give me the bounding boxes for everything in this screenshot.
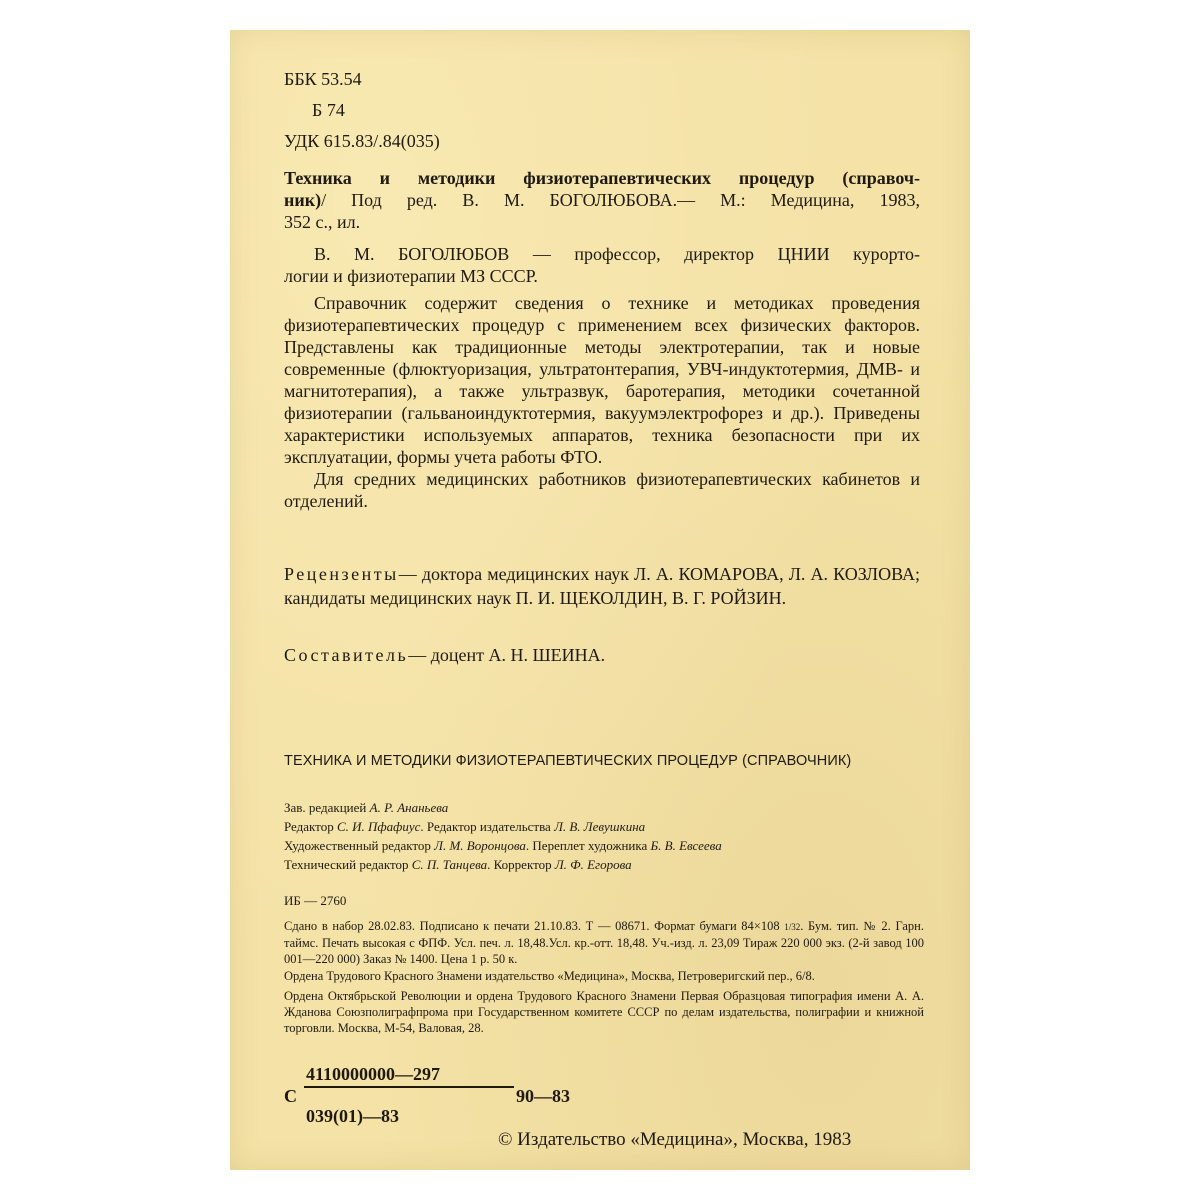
credit-role: Зав. редакцией: [284, 800, 367, 815]
catalog-prefix: С: [284, 1086, 297, 1106]
catalog-denominator: 039(01)—83: [306, 1106, 399, 1126]
udk-code: УДК 615.83/.84(035): [284, 131, 440, 151]
imprint-title: ТЕХНИКА И МЕТОДИКИ ФИЗИОТЕРАПЕВТИЧЕСКИХ ПРОЦЕДУР (СПРАВОЧНИК): [284, 753, 852, 769]
fraction-line: [304, 1086, 514, 1088]
credit-line: [284, 836, 904, 855]
abstract: [284, 292, 920, 512]
imprint-credits: [284, 798, 904, 874]
credit-role: . Корректор: [487, 857, 552, 872]
credit-line: [284, 817, 904, 836]
credit-name: С. И. Пфафиус: [336, 819, 421, 834]
credit-role: . Редактор издательства: [420, 819, 551, 834]
compiler-text: — доцент А. Н. ШЕИНА.: [408, 645, 606, 665]
editor-info-line: логии и физиотерапии МЗ СССР.: [284, 266, 538, 286]
bibliography-imprint: / Под ред. В. М. БОГОЛЮБОВА.— М.: Медицина, 1983,: [321, 190, 920, 210]
abstract-paragraph: Справочник содержит сведения о технике и методиках проведения физиотерапевтических процедур с применением всех физических факторов. Представлены как традиционные методы электротерапии, так и новые современные (флюктуоризация, ультратонтерапия, УВЧ-индуктотермия, ДМВ- и магнитотерапия), а также ультразвук, баротерапия, методики сочетанной физиотерапии (гальваноиндуктотермия, вакуумэлектрофорез и др.). Приведены характеристики используемых аппаратов, техника безопасности при их эксплуатации, формы учета работы ФТО.: [284, 293, 920, 467]
ib-number: ИБ — 2760: [284, 893, 347, 908]
credit-name: Л. М. Воронцова: [434, 838, 526, 853]
compiler-label: Составитель: [284, 645, 409, 665]
bibliographic-description: [284, 167, 920, 233]
print-details-b: . Бум. тип. № 2. Гарн. таймс. Печать высокая с ФПФ. Усл. печ. л. 18,48.Усл. кр.-отт. 18,48. Уч.-изд. л. 23,09 Тираж 220 000 экз. (2-й завод 100 001—220 000) Заказ № 1400. Цена 1 р. 50 к.: [284, 919, 924, 966]
compiler: [284, 644, 920, 666]
catalog-suffix: 90—83: [516, 1086, 570, 1106]
reviewers-label: Рецензенты: [284, 564, 399, 584]
catalog-code: [284, 1062, 604, 1126]
bibliography-line: [284, 189, 920, 211]
credit-name: Л. Ф. Егорова: [554, 857, 632, 872]
publisher-address: Ордена Трудового Красного Знамени издательство «Медицина», Москва, Петроверигский пер., 6/8.: [284, 969, 815, 983]
catalog-numerator: 4110000000—297: [306, 1064, 441, 1084]
bibliography-title: Техника и методики физиотерапевтических процедур (справоч-: [284, 168, 920, 188]
bibliography-pages: 352 с., ил.: [284, 212, 361, 232]
bbk-code: ББК 53.54: [284, 69, 362, 89]
editor-info: [284, 243, 920, 287]
bibliography-title-end: ник): [284, 190, 322, 210]
editor-info-line: В. М. БОГОЛЮБОВ — профессор, директор ЦНИИ курорто-: [314, 244, 920, 264]
credit-role: . Переплет художника: [525, 838, 648, 853]
printing-house: Ордена Октябрьской Революции и ордена Трудового Красного Знамени Первая Образцовая типография имени А. А. Жданова Союзполиграфпрома при Государственном комитете СССР по делам издательства, полиграфии и книжной торговли. Москва, М-54, Валовая, 28.: [284, 989, 924, 1035]
credit-line: [284, 855, 904, 874]
print-details: [284, 918, 924, 967]
credit-role: Редактор: [284, 819, 334, 834]
audience-paragraph: Для средних медицинских работников физиотерапевтических кабинетов и отделений.: [284, 469, 920, 511]
credit-name: Б. В. Евсеева: [650, 838, 722, 853]
reviewers: [284, 562, 920, 610]
print-details-a: Сдано в набор 28.02.83. Подписано к печати 21.10.83. Т — 08671. Формат бумаги 84×108: [284, 919, 780, 933]
credit-name: Л. В. Левушкина: [554, 819, 646, 834]
author-mark: Б 74: [312, 100, 345, 120]
copyright-notice: © Издательство «Медицина», Москва, 1983: [498, 1129, 852, 1150]
credit-name: С. П. Танцева: [411, 857, 488, 872]
paper-format-fraction: 1/32: [784, 922, 801, 932]
credit-role: Технический редактор: [284, 857, 409, 872]
reviewers-text: — доктора медицинских наук Л. А. КОМАРОВА, Л. А. КОЗЛОВА; кандидаты медицинских наук П. И. ЩЕКОЛДИН, В. Г. РОЙЗИН.: [284, 564, 920, 608]
book-page: [230, 30, 970, 1170]
credit-name: А. Р. Ананьева: [369, 800, 449, 815]
credit-role: Художественный редактор: [284, 838, 431, 853]
credit-line: [284, 798, 904, 817]
